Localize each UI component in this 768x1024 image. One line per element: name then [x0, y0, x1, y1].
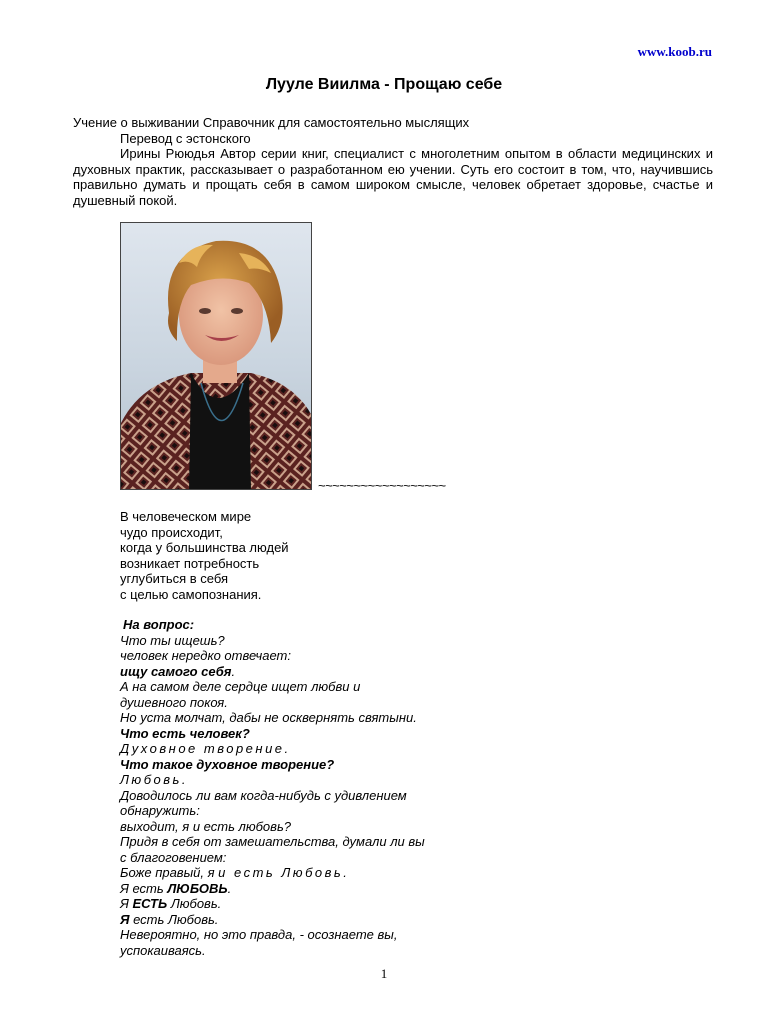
dialog-text: Любовь.: [167, 896, 222, 911]
intro-line-2: Перевод с эстонского: [120, 130, 251, 146]
dialog-line: Что ты ищешь?: [120, 632, 225, 648]
dialog-text: Я есть: [120, 880, 168, 896]
dialog-emphasis: ищу самого себя: [120, 663, 232, 679]
poem-line: когда у большинства людей: [120, 540, 289, 555]
dialog-emphasis: ЛЮБОВЬ: [167, 880, 228, 896]
dialog-text: Боже правый, я: [120, 865, 219, 880]
author-photo: [120, 222, 312, 490]
poem-line: углубиться в себя: [120, 571, 229, 586]
dialog-line: Невероятно, но это правда, - осознаете вы,: [120, 927, 398, 942]
dialog-line: Духовное творение.: [120, 741, 291, 756]
dialog-line: [120, 865, 500, 881]
poem-line: возникает потребность: [120, 555, 260, 571]
dialog-text: Я: [120, 896, 133, 911]
dialog-line: [120, 881, 500, 897]
poem-line: В человеческом мире: [120, 509, 252, 524]
dialog-question: Что такое духовное творение?: [120, 756, 335, 772]
dialog-line: [120, 664, 500, 680]
dialog-line: Доводилось ли вам когда-нибудь с удивлением: [120, 787, 407, 803]
intro-line-1: Учение о выживании Справочник для самостоятельно мыслящих: [73, 115, 470, 130]
dialog-text: .: [343, 865, 347, 880]
dialog-line: [120, 912, 500, 928]
site-link[interactable]: www.koob.ru: [637, 44, 712, 59]
poem-block: [120, 509, 480, 602]
page-number: 1: [380, 966, 388, 981]
dialog-line: [120, 896, 500, 912]
poem-line: с целью самопознания.: [120, 586, 262, 602]
intro-paragraph: Ирины Рююдья Автор серии книг, специалист с многолетним опытом в области медицинских и духовных практик, рассказывает о разработанном ею учении. Суть его состоит в том, что, научившись правильно думать и прощать себя в самом широком смысле, человек обретает здоровье, счастье и душевный покой.: [73, 146, 713, 208]
dialog-question: Что есть человек?: [120, 725, 250, 741]
portrait-illustration: [121, 223, 312, 490]
tilde-divider: ~~~~~~~~~~~~~~~~~~: [318, 478, 446, 493]
dialog-text: .: [227, 880, 232, 896]
dialog-text: .: [231, 663, 236, 679]
intro-section: [73, 115, 713, 208]
dialog-line: выходит, я и есть любовь?: [120, 818, 292, 834]
dialog-emphasis: Я: [120, 911, 130, 927]
dialog-line: успокаиваясь.: [120, 942, 206, 958]
dialog-emphasis: ЕСТЬ: [132, 896, 168, 911]
dialog-spaced-text: и есть Любовь: [218, 865, 344, 880]
poem-line: чудо происходит,: [120, 524, 223, 540]
dialog-question: На вопрос:: [123, 617, 195, 632]
dialog-line: обнаружить:: [120, 803, 200, 818]
dialog-line: А на самом деле сердце ищет любви и: [120, 679, 361, 694]
dialog-line: Придя в себя от замешательства, думали ли вы: [120, 834, 425, 849]
dialog-line: душевного покоя.: [120, 694, 228, 710]
dialog-line: Но уста молчат, дабы не осквернять святыни.: [120, 710, 417, 725]
dialog-line: Любовь.: [120, 772, 188, 787]
dialog-text: есть Любовь.: [129, 911, 219, 927]
dialog-line: с благоговением:: [120, 849, 227, 865]
document-title: Лууле Виилма - Прощаю себе: [265, 76, 503, 93]
dialog-block: [120, 617, 500, 958]
dialog-line: человек нередко отвечает:: [120, 648, 291, 663]
